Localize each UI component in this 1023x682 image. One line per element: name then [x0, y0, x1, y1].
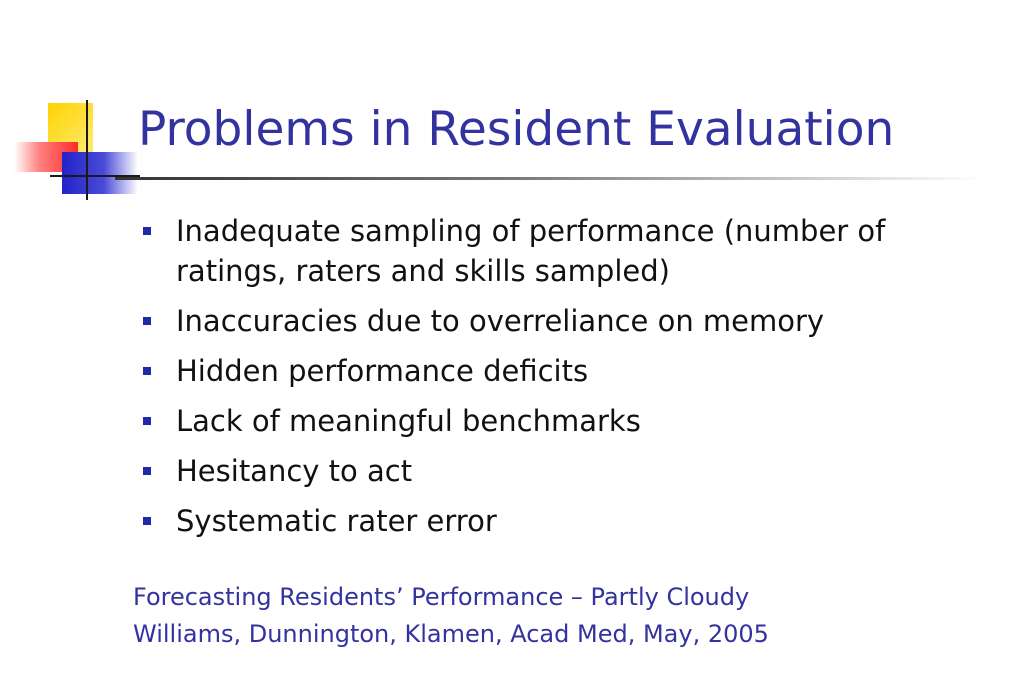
slide-title: Problems in Resident Evaluation	[138, 102, 895, 157]
bullet-item	[143, 451, 963, 491]
bullet-item	[143, 301, 963, 341]
square-bullet-icon	[143, 467, 151, 475]
bullet-text: Inaccuracies due to overreliance on memory	[176, 304, 825, 338]
square-bullet-icon	[143, 517, 151, 525]
bullet-text: Inadequate sampling of performance (number of ratings, raters and skills sampled)	[176, 214, 886, 288]
bullet-item	[143, 501, 963, 541]
citation-authors: Williams, Dunnington, Klamen, Acad Med, May, 2005	[133, 620, 769, 648]
square-bullet-icon	[143, 227, 151, 235]
square-bullet-icon	[143, 367, 151, 375]
blue-square	[62, 152, 138, 194]
bullet-text: Hesitancy to act	[176, 454, 413, 488]
citation-title: Forecasting Residents’ Performance – Partly Cloudy	[133, 583, 750, 611]
title-underline-divider	[115, 177, 985, 180]
bullet-text: Hidden performance deficits	[176, 354, 589, 388]
citation	[133, 579, 769, 653]
bullet-text: Lack of meaningful benchmarks	[176, 404, 641, 438]
bullet-item	[143, 401, 963, 441]
square-bullet-icon	[143, 417, 151, 425]
logo-vertical-line	[86, 100, 88, 200]
bullet-item	[143, 351, 963, 391]
square-bullet-icon	[143, 317, 151, 325]
bullet-item	[143, 211, 963, 291]
bullet-list	[143, 211, 963, 551]
bullet-text: Systematic rater error	[176, 504, 497, 538]
